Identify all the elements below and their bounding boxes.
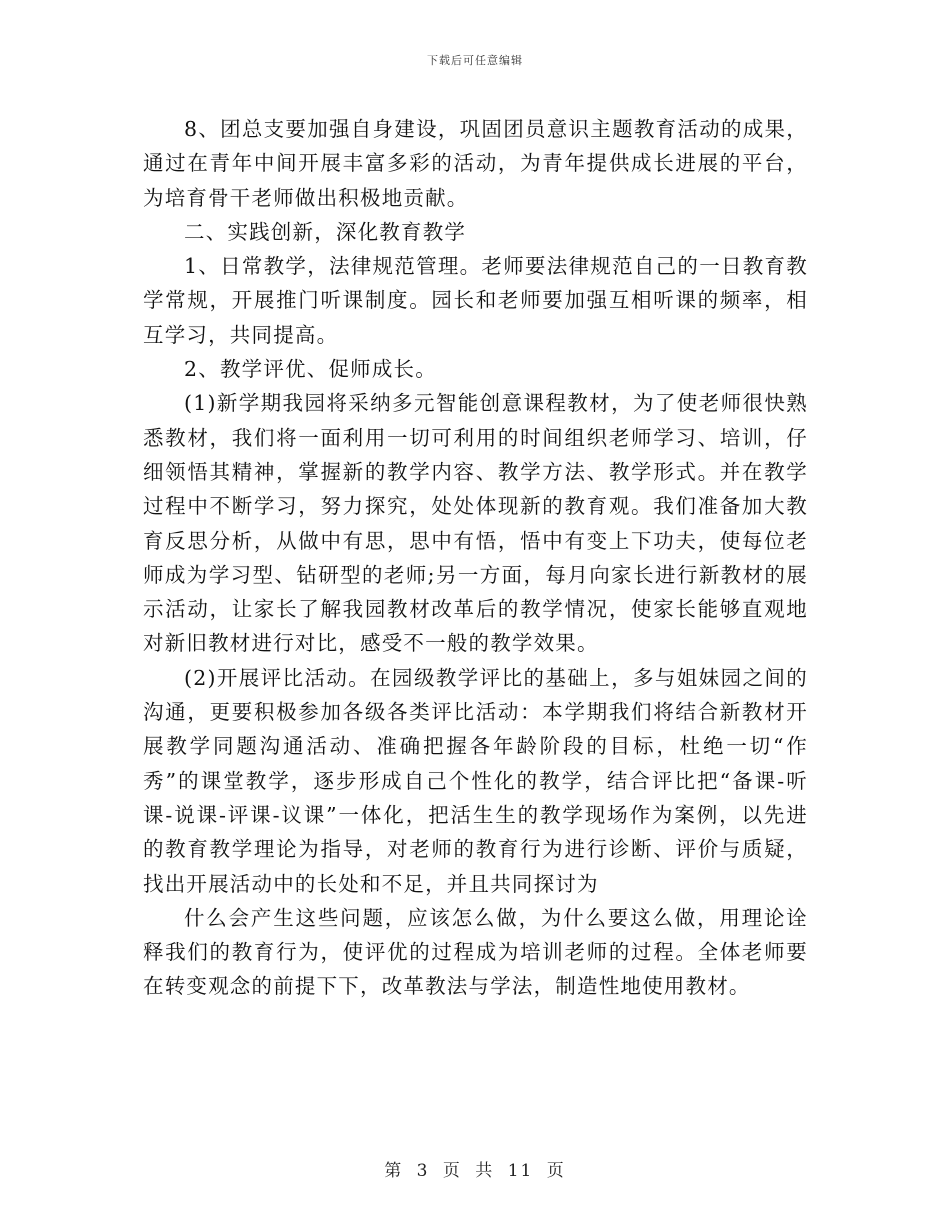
- section-heading-2: 二、实践创新，深化教育教学: [184, 219, 467, 244]
- page-number-footer: 第 3 页 共 11 页: [384, 1161, 566, 1181]
- paragraph-sub-2: (2)开展评比活动。在园级教学评比的基础上，多与姐妹园之间的沟通，更要积极参加各级各类评比活动：本学期我们将结合新教材开展教学同题沟通活动、准确把握各年龄阶段的目标，杜绝一切“作秀”的课堂教学，逐步形成自己个性化的教学，结合评比把“备课-听课-说课-评课-议课”一体化，把活生生的教学现场作为案例，以先进的教育教学理论为指导，对老师的教育行为进行诊断、评价与质疑，找出开展活动中的长处和不足，并且共同探讨为: [143, 665, 808, 896]
- paragraph-item-8: 8、团总支要加强自身建设，巩固团员意识主题教育活动的成果，通过在青年中间开展丰富多彩的活动，为青年提供成长进展的平台，为培育骨干老师做出积极地贡献。: [143, 117, 808, 210]
- document-body: [143, 112, 808, 1004]
- page-header: 下载后可任意编辑: [427, 54, 523, 67]
- paragraph-item-1: 1、日常教学，法律规范管理。老师要法律规范自己的一日教育教学常规，开展推门听课制度。园长和老师要加强互相听课的频率，相互学习，共同提高。: [143, 254, 808, 347]
- paragraph-item-2: 2、教学评优、促师成长。: [184, 357, 437, 382]
- paragraph-sub-1: (1)新学期我园将采纳多元智能创意课程教材，为了使老师很快熟悉教材，我们将一面利用一切可利用的时间组织老师学习、培训，仔细领悟其精神，掌握新的教学内容、教学方法、教学形式。并在教学过程中不断学习，努力探究，处处体现新的教育观。我们准备加大教育反思分析，从做中有思，思中有悟，悟中有变上下功夫，使每位老师成为学习型、钻研型的老师;另一方面，每月向家长进行新教材的展示活动，让家长了解我园教材改革后的教学情况，使家长能够直观地对新旧教材进行对比，感受不一般的教学效果。: [143, 391, 808, 656]
- paragraph-continuation: 什么会产生这些问题，应该怎么做，为什么要这么做，用理论诠释我们的教育行为，使评优的过程成为培训老师的过程。全体老师要在转变观念的前提下下，改革教法与学法，制造性地使用教材。: [143, 905, 808, 999]
